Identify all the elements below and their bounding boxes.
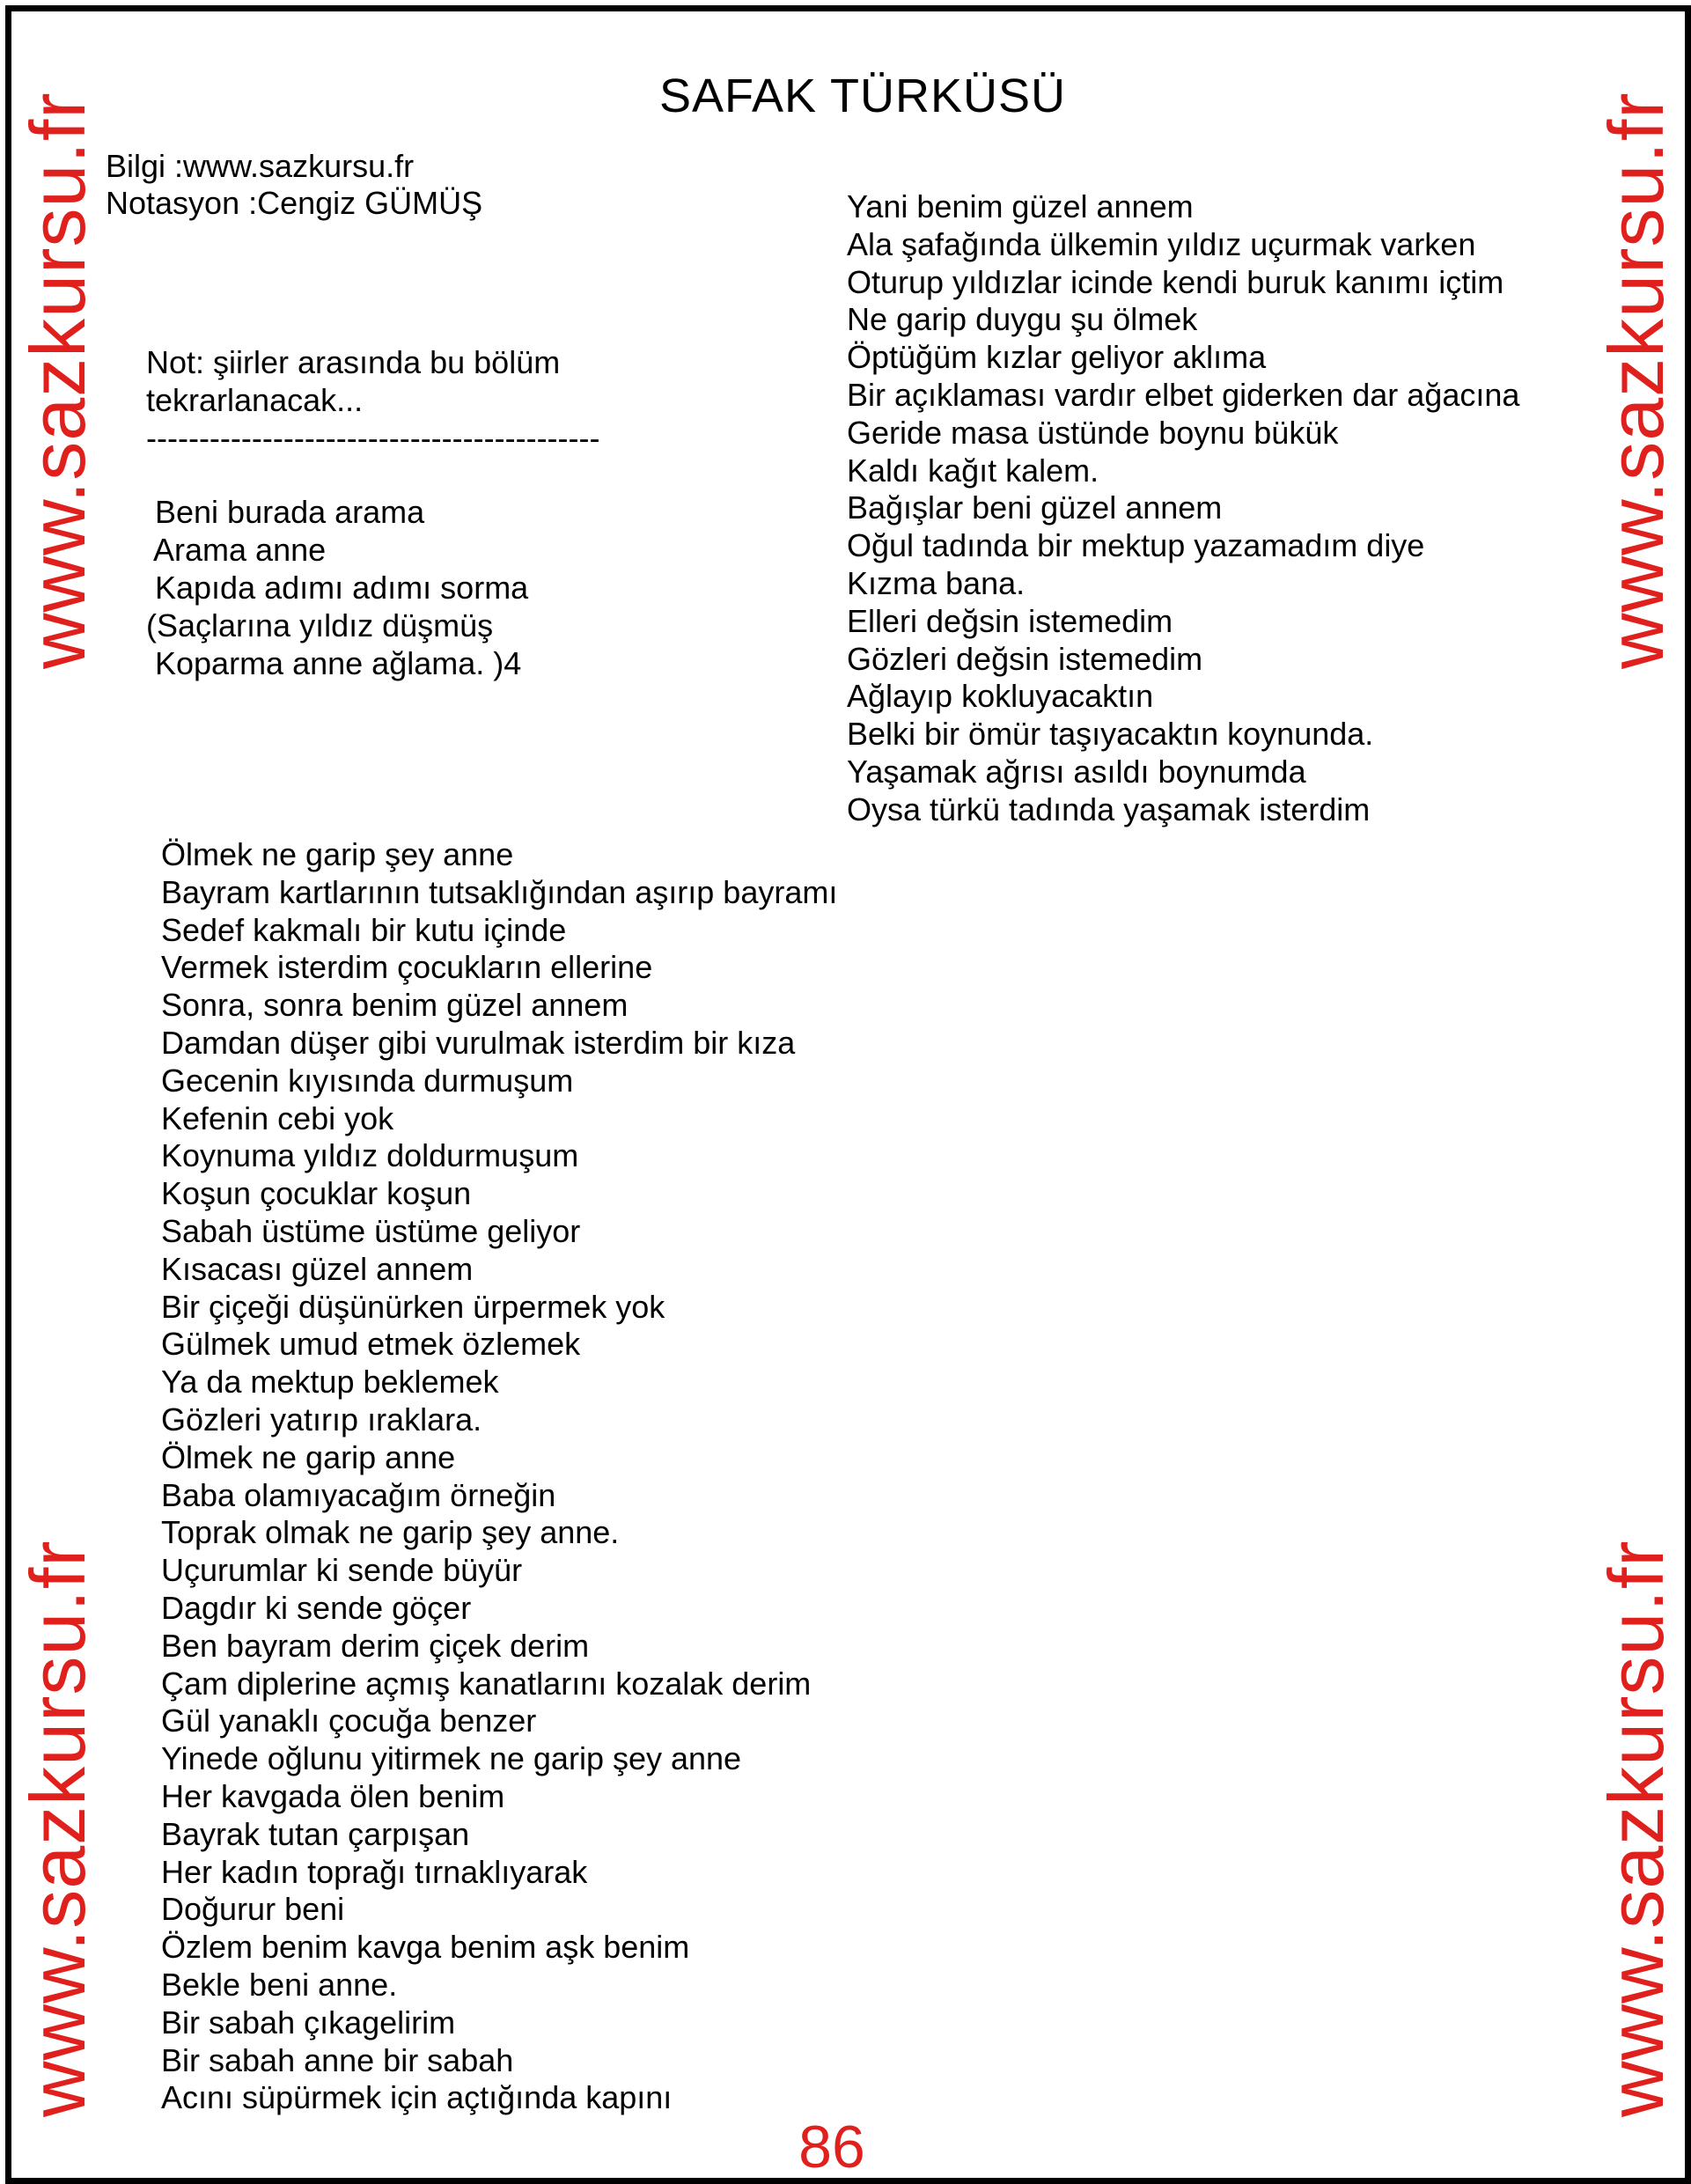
info-notation: Notasyon :Cengiz GÜMÜŞ bbox=[106, 185, 483, 221]
verse-line: Yani benim güzel annem bbox=[847, 188, 1194, 224]
verse-line: Bekle beni anne. bbox=[161, 1966, 398, 2003]
watermark-bottom-right: www.sazkursu.fr bbox=[1592, 1540, 1680, 2117]
verse-line: Sedef kakmalı bir kutu içinde bbox=[161, 911, 567, 948]
chorus-line: Arama anne bbox=[146, 532, 327, 568]
verse-line: Bir sabah çıkagelirim bbox=[161, 2004, 456, 2041]
chorus-line: Beni burada arama bbox=[146, 494, 425, 530]
verse-line: Bayrak tutan çarpışan bbox=[161, 1815, 470, 1852]
verse-line: Sabah üstüme üstüme geliyor bbox=[161, 1212, 581, 1249]
verse-line: Koynuma yıldız doldurmuşum bbox=[161, 1137, 579, 1174]
verse-line: Oturup yıldızlar icinde kendi buruk kanımı içtim bbox=[847, 263, 1504, 300]
verse-line: Yinede oğlunu yitirmek ne garip şey anne bbox=[161, 1740, 742, 1777]
verse-line: Doğurur beni bbox=[161, 1891, 345, 1928]
verse-line: Her kavgada ölen benim bbox=[161, 1777, 505, 1814]
verse-line: Kaldı kağıt kalem. bbox=[847, 452, 1099, 489]
verse-line: Gül yanaklı çocuğa benzer bbox=[161, 1702, 537, 1739]
note-line-2: tekrarlanacak... bbox=[146, 382, 364, 418]
verse-line: Bir açıklaması vardır elbet giderken dar ağacına bbox=[847, 376, 1520, 413]
verse-line: Ölmek ne garip anne bbox=[161, 1438, 456, 1475]
verse-line: Ne garip duygu şu ölmek bbox=[847, 301, 1198, 338]
watermark-bottom-left: www.sazkursu.fr bbox=[14, 1540, 101, 2117]
verse-line: Baba olamıyacağım örneğin bbox=[161, 1476, 556, 1513]
watermark-top-left: www.sazkursu.fr bbox=[14, 92, 101, 669]
verse-line: Koşun çocuklar koşun bbox=[161, 1175, 472, 1212]
verse-line: Kızma bana. bbox=[847, 564, 1026, 601]
verse-line: Öptüğüm kızlar geliyor aklıma bbox=[847, 339, 1267, 376]
page-number: 86 bbox=[798, 2114, 865, 2180]
verse-line: Ağlayıp kokluyacaktın bbox=[847, 678, 1154, 715]
verse-line: Oysa türkü tadında yaşamak isterdim bbox=[847, 791, 1371, 827]
verse-line: Bir çiçeği düşünürken ürpermek yok bbox=[161, 1288, 665, 1325]
verse-line: Çam diplerine açmış kanatlarını kozalak derim bbox=[161, 1665, 812, 1702]
verse-line: Sonra, sonra benim güzel annem bbox=[161, 987, 629, 1024]
watermark-top-right: www.sazkursu.fr bbox=[1592, 92, 1680, 669]
verse-line: Ala şafağında ülkemin yıldız uçurmak varken bbox=[847, 225, 1476, 262]
right-verse-column bbox=[847, 188, 1519, 829]
verse-line: Damdan düşer gibi vurulmak isterdim bir kıza bbox=[161, 1024, 796, 1061]
verse-line: Oğul tadında bir mektup yazamadım diye bbox=[847, 527, 1425, 564]
main-verse-column bbox=[161, 836, 837, 2117]
info-source: Bilgi :www.sazkursu.fr bbox=[106, 148, 415, 184]
verse-line: Geride masa üstünde boynu bükük bbox=[847, 414, 1339, 451]
note-line-1: Not: şiirler arasında bu bölüm bbox=[146, 344, 561, 380]
verse-line: Vermek isterdim çocukların ellerine bbox=[161, 949, 653, 986]
chorus-line: Kapıda adımı adımı sorma bbox=[146, 570, 529, 606]
verse-line: Uçurumlar ki sende büyür bbox=[161, 1552, 523, 1589]
verse-line: Bayram kartlarının tutsaklığından aşırıp bayramı bbox=[161, 873, 838, 910]
repeat-note bbox=[146, 343, 600, 457]
song-title: SAFAK TÜRKÜSÜ bbox=[658, 70, 1067, 122]
verse-line: Yaşamak ağrısı asıldı boynumda bbox=[847, 753, 1306, 790]
verse-line: Bağışlar beni güzel annem bbox=[847, 489, 1223, 526]
verse-line: Gözleri değsin istemedim bbox=[847, 640, 1203, 677]
verse-line: Belki bir ömür taşıyacaktın koynunda. bbox=[847, 716, 1374, 753]
verse-line: Dagdır ki sende göçer bbox=[161, 1589, 472, 1626]
info-block bbox=[106, 148, 482, 222]
verse-line: Özlem benim kavga benim aşk benim bbox=[161, 1929, 690, 1966]
verse-line: Kefenin cebi yok bbox=[161, 1099, 394, 1136]
verse-line: Elleri değsin istemedim bbox=[847, 602, 1173, 639]
verse-line: Toprak olmak ne garip şey anne. bbox=[161, 1514, 620, 1551]
verse-line: Ben bayram derim çiçek derim bbox=[161, 1627, 590, 1664]
verse-line: Ölmek ne garip şey anne bbox=[161, 836, 514, 872]
note-separator: ------------------------------------------- bbox=[146, 420, 600, 456]
verse-line: Her kadın toprağı tırnaklıyarak bbox=[161, 1853, 588, 1890]
chorus-block bbox=[146, 493, 528, 682]
verse-line: Acını süpürmek için açtığında kapını bbox=[161, 2079, 673, 2116]
verse-line: Gülmek umud etmek özlemek bbox=[161, 1326, 581, 1363]
verse-line: Kısacası güzel annem bbox=[161, 1250, 474, 1287]
verse-line: Ya da mektup beklemek bbox=[161, 1364, 499, 1401]
chorus-line: Koparma anne ağlama. )4 bbox=[146, 645, 522, 681]
verse-line: Bir sabah anne bir sabah bbox=[161, 2041, 514, 2078]
verse-line: Gecenin kıyısında durmuşum bbox=[161, 1062, 574, 1099]
chorus-line: (Saçlarına yıldız düşmüş bbox=[146, 607, 494, 643]
verse-line: Gözleri yatırıp ıraklara. bbox=[161, 1401, 482, 1438]
